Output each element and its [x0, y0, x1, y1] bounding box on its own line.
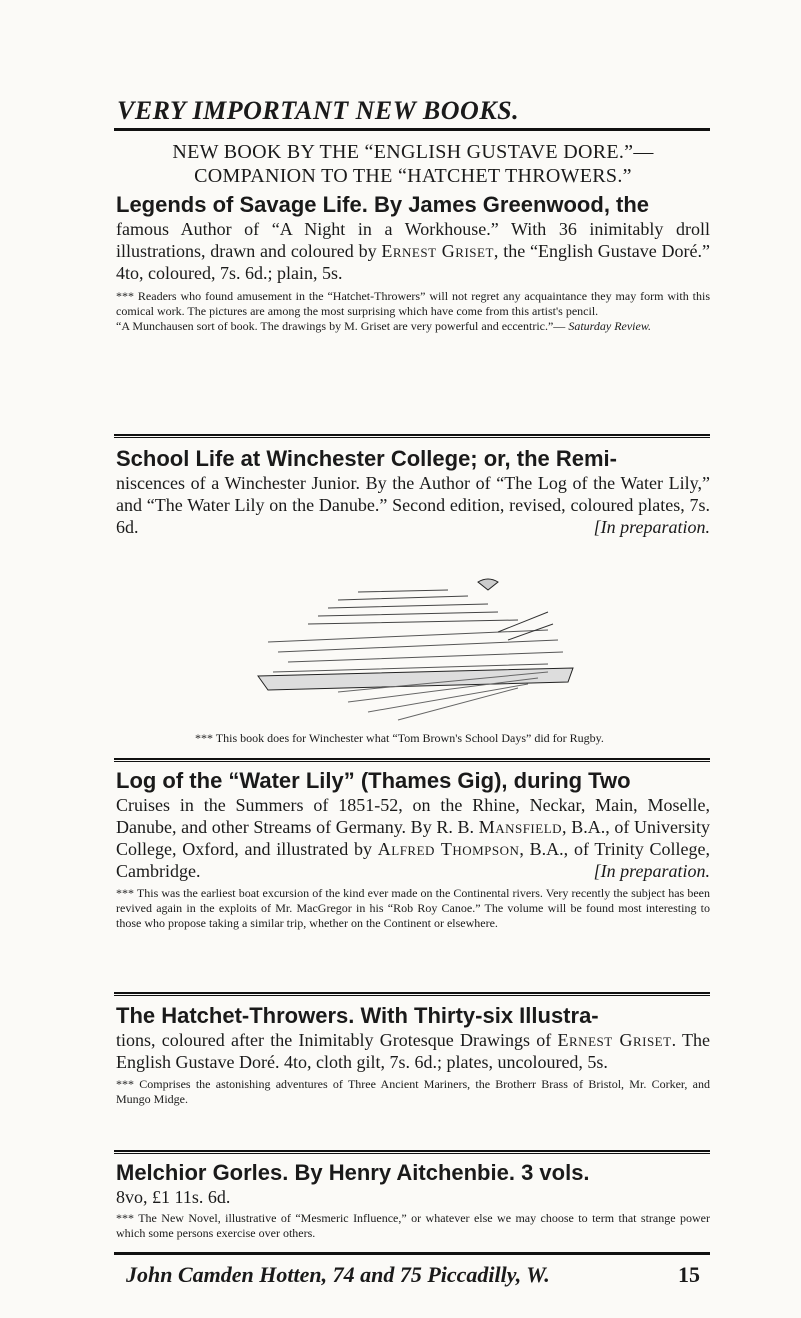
entry-note: *** Comprises the astonishing adventures of Three Ancient Mariners, the Brotherr Brass of Bristol, Mr. Corker, and Mungo Midge.: [116, 1077, 710, 1106]
section-divider: [114, 758, 710, 762]
entry-note: *** This was the earliest boat excursion of the kind ever made on the Continental rivers. Very recently the subject has been revived again in the exploits of Mr. MacGregor in his “Rob Roy Canoe.” The volume will be found most interesting to those who propose taking a similar trip, whether on the Continent or elsewhere.: [116, 886, 710, 930]
publisher-imprint: John Camden Hotten, 74 and 75 Piccadilly, W.: [126, 1262, 550, 1287]
entry-log-water-lily: [116, 768, 710, 931]
status-label: [In preparation.: [593, 517, 710, 537]
section-divider: [114, 992, 710, 996]
entry-melchior-gorles: [116, 1160, 710, 1241]
status-label: [In preparation.: [593, 861, 710, 881]
section-divider: [114, 434, 710, 438]
illustrator-name: Alfred Thompson: [377, 839, 520, 859]
entry-heading: Log of the “Water Lily” (Thames Gig), during Two: [116, 768, 631, 793]
page-header-title: VERY IMPORTANT NEW BOOKS.: [117, 96, 520, 125]
entry-legends-of-savage-life: [116, 140, 710, 334]
entry-description: 8vo, £1 11s. 6d.: [116, 1187, 231, 1207]
entry-heading: School Life at Winchester College; or, the Remi-: [116, 446, 617, 471]
illustration-caption: *** This book does for Winchester what “Tom Brown's School Days” did for Rugby.: [195, 731, 604, 745]
entry-heading: The Hatchet-Throwers. With Thirty-six Illustra-: [116, 1003, 599, 1028]
entry-description: famous Author of “A Night in a Workhouse.” With 36 inimitably droll illustrations, drawn and coloured by Ernest Griset, the “English Gustave Doré.” 4to, coloured, 7s. 6d.; plain, 5s.: [116, 219, 710, 283]
entry-hatchet-throwers: [116, 1003, 710, 1107]
header-rule: [114, 128, 710, 131]
entry-description: tions, coloured after the Inimitably Grotesque Drawings of Ernest Griset. The English Gustave Doré. 4to, cloth gilt, 7s. 6d.; plates, uncoloured, 5s.: [116, 1030, 710, 1072]
section-divider: [114, 1150, 710, 1154]
entry-heading: Melchior Gorles. By Henry Aitchenbie. 3 vols.: [116, 1160, 590, 1185]
artist-name: Ernest Griset: [381, 241, 494, 261]
page-number: 15: [678, 1262, 700, 1287]
footer-rule: [114, 1252, 710, 1255]
author-name: Mansfield: [478, 817, 563, 837]
entry-note: *** The New Novel, illustrative of “Mesmeric Influence,” or whatever else we may choose to term that strange power which some persons exercise over others.: [116, 1211, 710, 1240]
boat-illustration: [248, 572, 578, 724]
entry-subhead-line2: COMPANION TO THE “HATCHET THROWERS.”: [194, 165, 632, 187]
publisher-footer: [126, 1262, 710, 1288]
entry-review-quote: “A Munchausen sort of book. The drawings by M. Griset are very powerful and eccentric.”— Saturday Review.: [116, 319, 651, 333]
entry-subhead-line1: NEW BOOK BY THE “ENGLISH GUSTAVE DORE.”—: [172, 141, 654, 163]
entry-heading: Legends of Savage Life. By James Greenwood, the: [116, 192, 650, 217]
entry-description: Cruises in the Summers of 1851-52, on the Rhine, Neckar, Main, Moselle, Danube, and other Streams of Germany. By R. B. Mansfield, B.A., of University College, Oxford, and illustrated by Alfred Thompson, B.A., of Trinity College, Cambridge. [In preparation.: [116, 795, 710, 881]
artist-name: Ernest Griset: [557, 1030, 672, 1050]
entry-description: niscences of a Winchester Junior. By the Author of “The Log of the Water Lily,” and “The Water Lily on the Danube.” Second edition, revised, coloured plates, 7s. 6d. [In preparation.: [116, 473, 710, 537]
entry-school-life-winchester: [116, 446, 710, 538]
review-source: Saturday Review.: [568, 319, 651, 333]
entry-note: *** Readers who found amusement in the “Hatchet-Throwers” will not regret any acquaintance they may form with this comical work. The pictures are among the most surprising which have come from this artist's pencil.: [116, 289, 710, 318]
